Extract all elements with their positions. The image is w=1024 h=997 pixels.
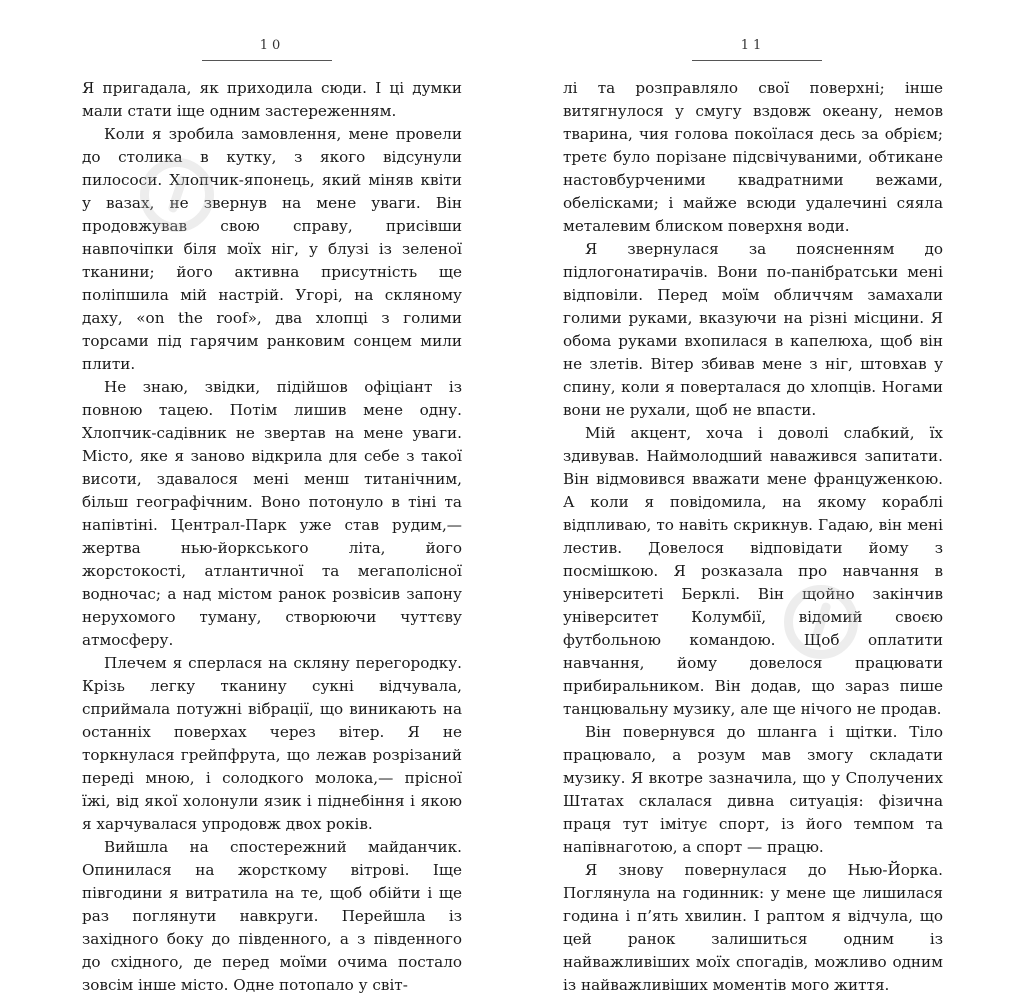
left-page — [82, 0, 462, 994]
paragraph: Мій акцент, хоча і доволі слабкий, їх здивував. Наймолодший наважився запитати. Він відмовився вважати мене француженкою. А коли я повідомила, на якому кораблі відпливаю, то навіть скрикнув. Гадаю, він мені лестив. Довелося відповідати йому з посмішкою. Я розказала про навчання в університеті Берклі. Він щойно закінчив університет Колумбії, відомий своєю футбольною командою. Щоб оплатити навчання, йому довелося працювати прибиральником. Він додав, що зараз пише танцювальну музику, але ще нічого не продав. — [563, 424, 943, 718]
paragraph: Я звернулася за поясненням до підлогонатирачів. Вони по-панібратськи мені відповіли. Перед моїм обличчям замахали голими руками, вказуючи на різні місцини. Я обома руками вхопилася в капелюха, щоб він не злетів. Вітер збивав мене з ніг, штовхав у спину, коли я поверталася до хлопців. Ногами вони не рухали, щоб не впасти. — [563, 240, 943, 419]
circular-brand-mark-icon — [784, 585, 858, 659]
paragraph: лі та розправляло свої поверхні; інше витягнулося у смугу вздовж океану, немов тварина, чия голова покоїлася десь за обрієм; третє було порізане підсвічуваними, обтикане настовбурченими квадратними вежами, обелісками; і майже всюди удалечині сяяла металевим блиском поверхня води. — [563, 79, 943, 235]
paragraph: Вийшла на спостережний майданчик. Опинилася на жорсткому вітрові. Іще півгодини я витратила на те, щоб обійти і ще раз поглянути навкруги. Перейшла із західного боку до південного, а з південного до східного, де перед моїми очима постало зовсім інше місто. Одне потопало у світ- — [82, 838, 462, 994]
paragraph: Він повернувся до шланга і щітки. Тіло працювало, а розум мав змогу складати музику. Я вкотре зазначила, що у Сполучених Штатах склалася дивна ситуація: фізична праця тут імітує спорт, із його темпом та напівнаготою, а спорт — працю. — [563, 723, 943, 856]
right-page-text — [563, 77, 943, 997]
paragraph: Я пригадала, як приходила сюди. І ці думки мали стати іще одним застереженням. — [82, 79, 462, 120]
circular-brand-mark-icon — [140, 158, 214, 232]
paragraph: Плечем я сперлася на скляну перегородку. Крізь легку тканину сукні відчувала, сприймала потужні вібрації, що виникають на останніх поверхах через вітер. Я не торкнулася грейпфрута, що лежав розрізаний переді мною, і солодкого молока,— прісної їжі, від якої холонули язик і піднебіння і якою я харчувалася упродовж двох років. — [82, 654, 462, 833]
paragraph: Не знаю, звідки, підійшов офіціант із повною тацею. Потім лишив мене одну. Хлопчик-садівник не звертав на мене уваги. Місто, яке я заново відкрила для себе з такої висоти, здавалося мені менш титанічним, більш географічним. Воно потонуло в тіні та напівтіні. Централ-Парк уже став рудим,— жертва нью-йоркського літа, його жорстокості, атлантичної та мегаполісної водночас; а над містом ранок розвісив запону нерухомого туману, створюючи чуттєву атмосферу. — [82, 378, 462, 649]
paragraph: Коли я зробила замовлення, мене провели до столика в кутку, з якого відсунули пилососи. Хлопчик-японець, який міняв квіти у вазах, не звернув на мене уваги. Він продовжував свою справу, присівши навпочіпки біля моїх ніг, у блузі із зеленої тканини; його активна присутність ще поліпшила мій настрій. Угорі, на скляному даху, «on the roof», два хлопці з голими торсами під гарячим ранковим сонцем мили плити. — [82, 125, 462, 373]
page-number: 11 — [740, 38, 766, 53]
page-number-rule — [202, 60, 332, 61]
page-number: 10 — [259, 38, 285, 53]
right-page — [563, 0, 943, 994]
left-page-text — [82, 77, 462, 997]
page-number-rule — [692, 60, 822, 61]
paragraph: Я знову повернулася до Нью-Йорка. Поглянула на годинник: у мене ще лишилася година і п’ять хвилин. І раптом я відчула, що цей ранок залишиться одним із найважливіших моїх спогадів, можливо одним із найважливіших моментів мого життя. — [563, 861, 943, 994]
